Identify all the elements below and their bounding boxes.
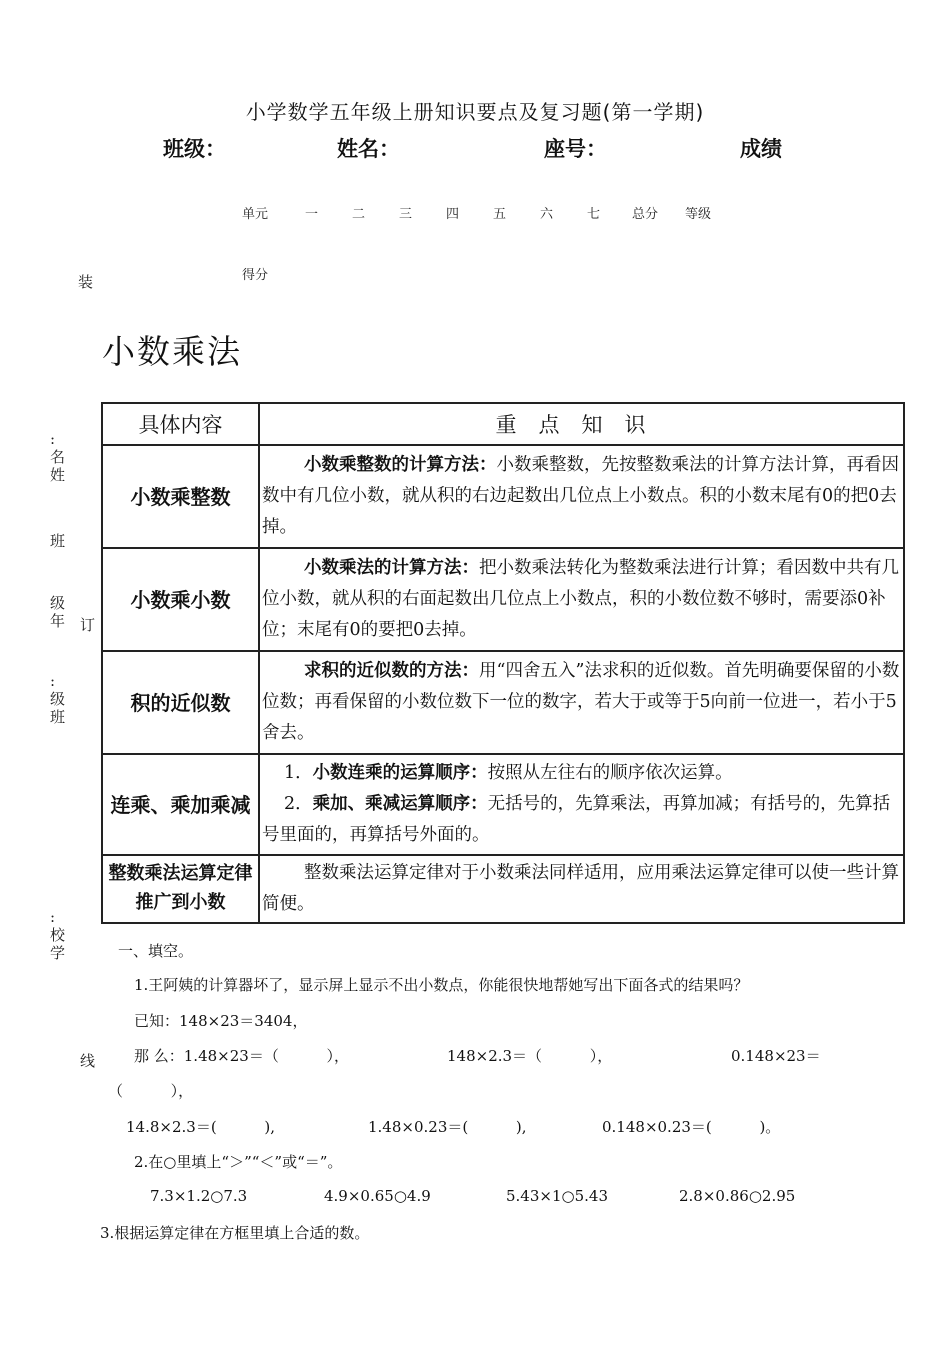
margin-name-field: :名姓 [50,430,66,484]
row-topic: 小数乘整数 [102,445,259,548]
row-topic: 积的近似数 [102,651,259,754]
question-1-line1-c: 0.148×23＝ [731,1047,821,1065]
score-row-label: 得分 [242,268,269,283]
margin-school-field: :校学 [50,908,66,962]
column-header-knowledge: 重点知识 [259,403,904,445]
question-1-line3-a: 14.8×2.3＝( ), [126,1118,275,1136]
row-topic: 连乘、乘加乘减 [102,754,259,855]
row-content [259,651,904,754]
question-1-known: 已知：148×23＝3404， [134,1012,308,1030]
class-label: 班级： [163,137,226,161]
row-text: 无括号的，先算乘法，再算加减；有括号的，先算括号里面的，再算括号外面的。 [262,794,891,845]
seat-label: 座号： [544,137,607,161]
row-lead: 小数乘整数的计算方法： [304,455,497,475]
list-number: 1． [284,763,313,783]
question-1-line3-c: 0.148×0.23＝( )。 [602,1118,781,1136]
row-text: 小数乘整数，先按整数乘法的计算方法计算，再看因数中有几位小数，就从积的右边起数出几位点上小数点。积的小数末尾有0的把0去掉。 [262,455,899,537]
table-header-row [102,403,904,445]
question-1-line3-b: 1.48×0.23＝( ), [368,1118,527,1136]
score-header-cell: 五 [493,207,507,222]
row-content [259,754,904,855]
row-lead: 求积的近似数的方法： [304,661,479,681]
part1-title: 一、填空。 [118,942,194,960]
score-header-cell: 二 [352,207,366,222]
question-3: 3.根据运算定律在方框里填上合适的数。 [100,1224,370,1242]
name-label: 姓名： [337,137,400,161]
row-content [259,445,904,548]
table-row [102,855,904,923]
column-header-topic: 具体内容 [102,403,259,445]
question-1-line1-a: 那 么：1.48×23＝（ ）， [134,1047,350,1065]
knowledge-table [101,402,905,924]
score-header-cell: 等级 [685,207,712,222]
row-text: 用“四舍五入”法求积的近似数。首先明确要保留的小数位数；再看保留的小数位数下一位的数字，若大于或等于5向前一位进一，若小于5舍去。 [262,661,900,743]
table-row [102,548,904,651]
table-row [102,754,904,855]
binding-mark-xian: 线 [80,1052,96,1070]
row-lead: 小数连乘的运算顺序： [312,763,488,783]
question-2-item: 4.9×0.65○4.9 [324,1187,431,1205]
score-header-cell: 三 [399,207,413,222]
table-row [102,445,904,548]
row-content [259,548,904,651]
row-text: 整数乘法运算定律对于小数乘法同样适用，应用乘法运算定律可以使一些计算简便。 [262,863,899,914]
score-header-cell: 六 [540,207,554,222]
table-row [102,651,904,754]
score-header-cell: 四 [446,207,460,222]
margin-grade-field: 级年 [50,594,66,630]
question-2-item: 2.8×0.86○2.95 [679,1187,796,1205]
question-1: 1.王阿姨的计算器坏了，显示屏上显示不出小数点，你能很快地帮她写出下面各式的结果吗？ [134,976,749,994]
section-title: 小数乘法 [102,332,242,371]
binding-mark-ding: 订 [80,616,96,634]
row-content [259,855,904,923]
question-1-line2: （ ）， [108,1082,194,1100]
score-header-cell: 七 [587,207,601,222]
row-topic: 整数乘法运算定律推广到小数 [102,855,259,923]
margin-class2-field: :级班 [50,672,66,726]
page-title: 小学数学五年级上册知识要点及复习题(第一学期) [245,100,705,124]
score-header-cell: 一 [305,207,319,222]
list-number: 2． [284,794,313,814]
row-lead: 小数乘法的计算方法： [304,558,479,578]
question-2-item: 7.3×1.2○7.3 [150,1187,248,1205]
score-header-cell: 总分 [632,207,659,222]
binding-mark-zhuang: 装 [78,273,94,291]
row-lead: 乘加、乘减运算顺序： [312,794,488,814]
row-text: 把小数乘法转化为整数乘法进行计算；看因数中共有几位小数，就从积的右面起数出几位点上小数点，积的小数位数不够时，需要添0补位；末尾有0的要把0去掉。 [262,558,899,640]
question-1-line1-b: 148×2.3＝（ ）， [447,1047,613,1065]
row-topic: 小数乘小数 [102,548,259,651]
score-header-cell: 单元 [242,207,269,222]
question-2-item: 5.43×1○5.43 [506,1187,608,1205]
row-text: 按照从左往右的顺序依次运算。 [487,763,733,783]
score-label: 成绩 [740,137,782,161]
question-2: 2.在○里填上“＞”“＜”或“＝”。 [134,1153,343,1171]
margin-class-field: 班 [50,532,66,550]
